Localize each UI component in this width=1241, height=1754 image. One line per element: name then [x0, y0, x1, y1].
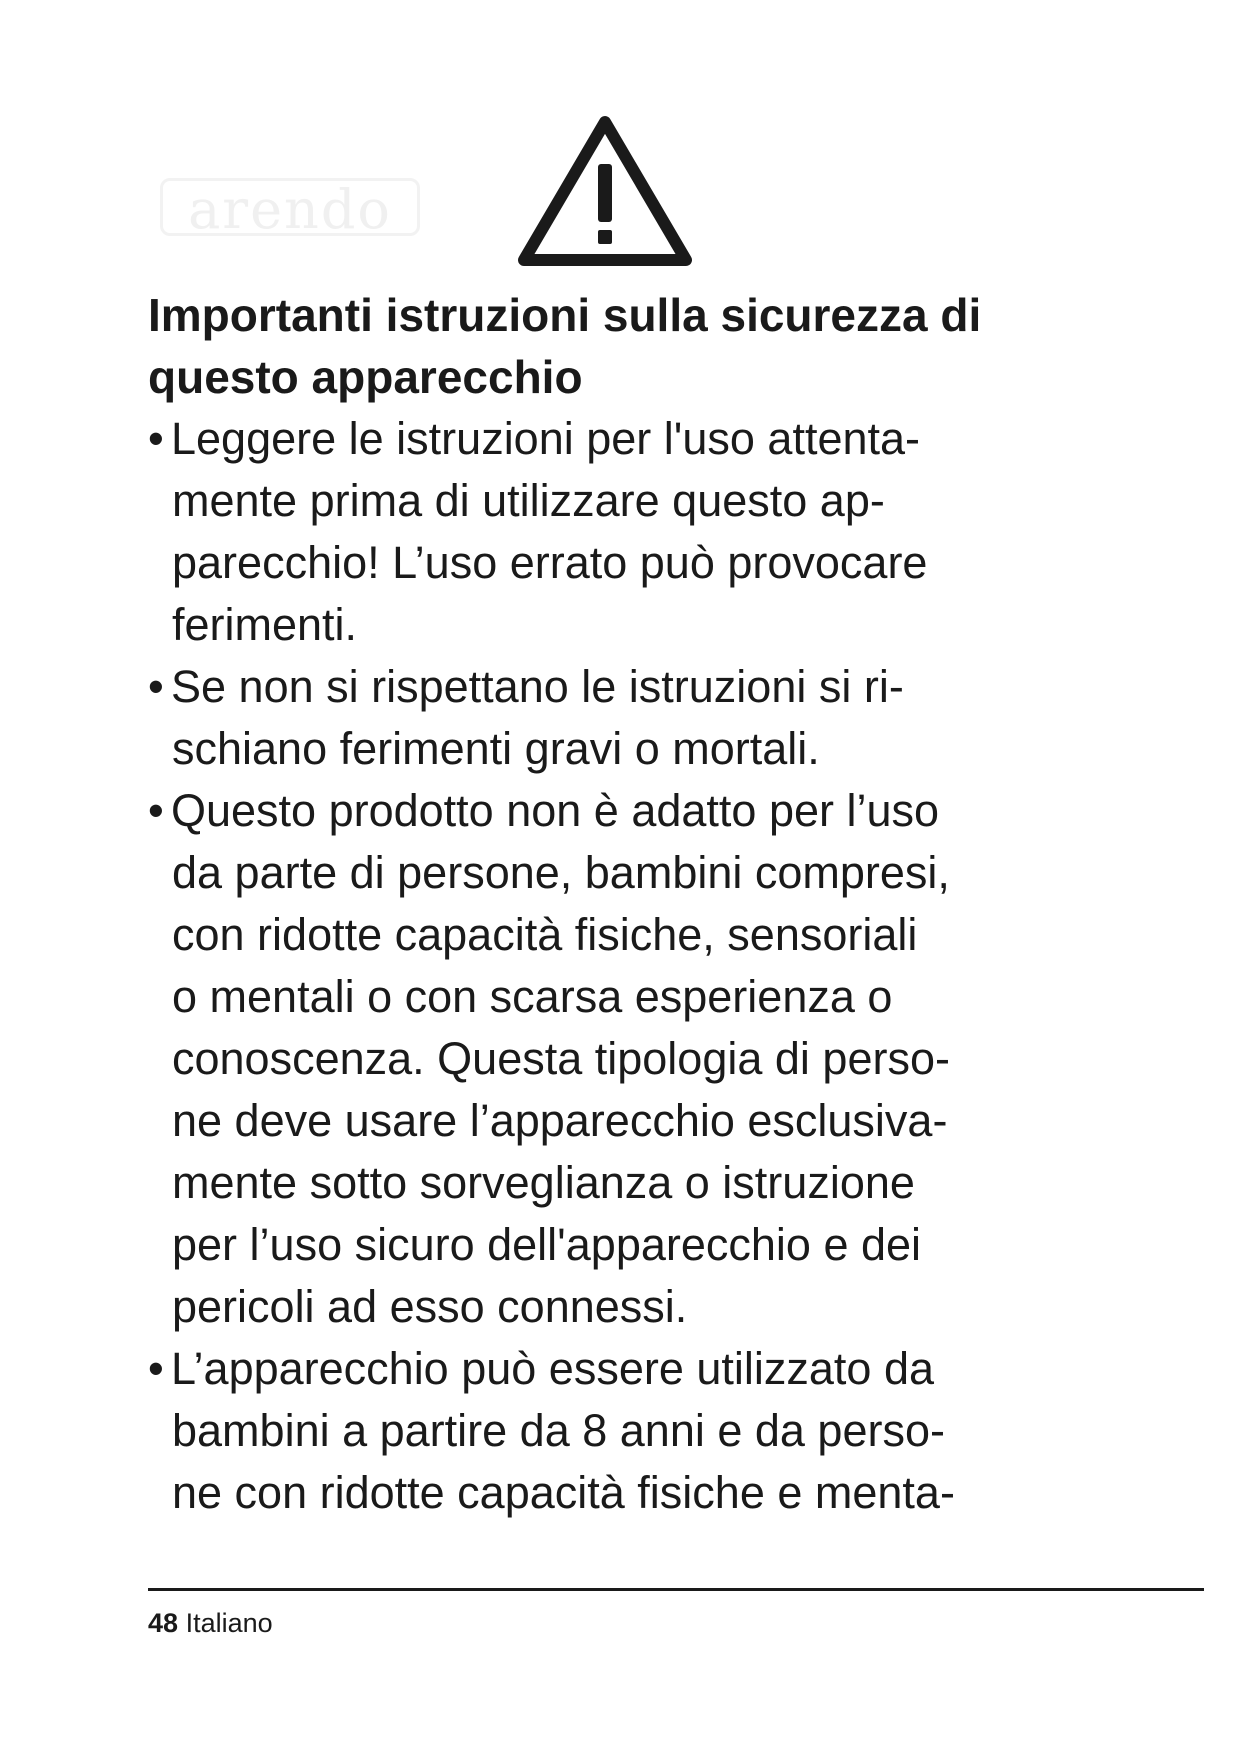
- bullet-icon: •: [148, 785, 164, 836]
- list-item-text: o mentali o con scarsa esperienza o: [172, 971, 893, 1022]
- page-footer: [148, 1606, 273, 1640]
- title-line: Importanti istruzioni sulla sicurezza di: [148, 289, 982, 341]
- warning-triangle-icon: [514, 112, 696, 272]
- list-item: [148, 656, 1088, 780]
- brand-logo-watermark: arendo: [160, 178, 420, 236]
- list-item-text: mente prima di utilizzare questo ap-: [172, 475, 885, 526]
- page-title: [148, 284, 1048, 408]
- list-item: [148, 1338, 1088, 1524]
- safety-content: [148, 284, 1088, 1524]
- title-line: questo apparecchio: [148, 351, 583, 403]
- list-item-text: per l’uso sicuro dell'apparecchio e dei: [172, 1219, 922, 1270]
- list-item-text: ferimenti.: [172, 599, 358, 650]
- footer-divider: [148, 1588, 1204, 1591]
- bullet-icon: •: [148, 1343, 164, 1394]
- list-item-text: Leggere le istruzioni per l'uso attenta-: [171, 413, 921, 464]
- list-item: [148, 408, 1088, 656]
- list-item-text: bambini a partire da 8 anni e da perso-: [172, 1405, 945, 1456]
- list-item: [148, 780, 1088, 1338]
- list-item-text: L’apparecchio può essere utilizzato da: [171, 1343, 935, 1394]
- footer-language: Italiano: [185, 1608, 273, 1638]
- list-item-text: pericoli ad esso connessi.: [172, 1281, 688, 1332]
- list-item-text: ne deve usare l’apparecchio esclusiva-: [172, 1095, 948, 1146]
- bullet-icon: •: [148, 661, 164, 712]
- list-item-text: parecchio! L’uso errato può provocare: [172, 537, 928, 588]
- list-item-text: ne con ridotte capacità fisiche e menta-: [172, 1467, 955, 1518]
- page-number: 48: [148, 1608, 179, 1638]
- safety-instructions-list: [148, 408, 1088, 1524]
- list-item-text: conoscenza. Questa tipologia di perso-: [172, 1033, 950, 1084]
- list-item-text: Questo prodotto non è adatto per l’uso: [171, 785, 940, 836]
- list-item-text: Se non si rispettano le istruzioni si ri-: [171, 661, 904, 712]
- list-item-text: da parte di persone, bambini compresi,: [172, 847, 950, 898]
- list-item-text: con ridotte capacità fisiche, sensoriali: [172, 909, 918, 960]
- list-item-text: schiano ferimenti gravi o mortali.: [172, 723, 820, 774]
- bullet-icon: •: [148, 413, 164, 464]
- list-item-text: mente sotto sorveglianza o istruzione: [172, 1157, 915, 1208]
